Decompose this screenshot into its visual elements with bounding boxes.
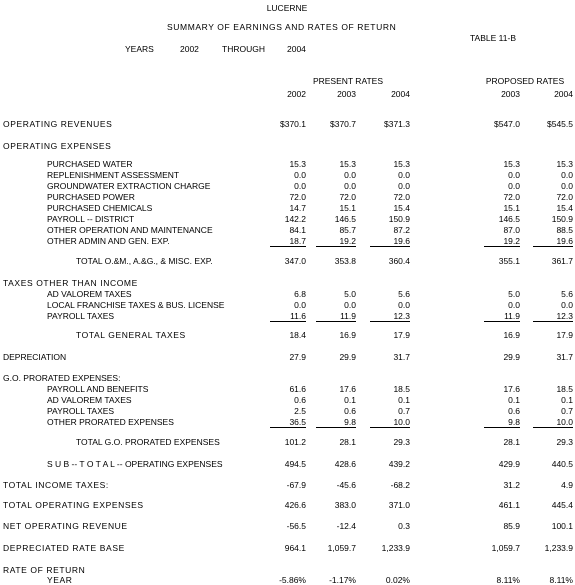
row-value: 0.0 bbox=[344, 181, 356, 191]
row-value: 0.0 bbox=[561, 300, 573, 310]
row-label: TOTAL INCOME TAXES: bbox=[3, 480, 109, 490]
row-value: 29.9 bbox=[339, 352, 356, 362]
total-rule bbox=[484, 246, 520, 247]
row-value: 0.6 bbox=[344, 406, 356, 416]
row-value: 5.6 bbox=[398, 289, 410, 299]
year-to: 2004 bbox=[287, 44, 306, 54]
row-value: 6.8 bbox=[294, 289, 306, 299]
total-rule bbox=[316, 246, 356, 247]
row-value: $545.5 bbox=[547, 119, 573, 129]
row-value: 150.9 bbox=[551, 214, 573, 224]
row-value: 494.5 bbox=[284, 459, 306, 469]
row-value: 0.0 bbox=[398, 181, 410, 191]
total-rule bbox=[316, 427, 356, 428]
row-value: 8.11% bbox=[496, 575, 520, 585]
row-value: 11.6 bbox=[290, 311, 306, 321]
report-subtitle: SUMMARY OF EARNINGS AND RATES OF RETURN bbox=[167, 22, 397, 32]
row-value: 31.7 bbox=[393, 352, 410, 362]
row-value: 29.9 bbox=[503, 352, 520, 362]
row-value: 461.1 bbox=[498, 500, 520, 510]
row-value: 15.3 bbox=[556, 159, 573, 169]
row-label: G.O. PRORATED EXPENSES: bbox=[3, 373, 121, 383]
row-label: PAYROLL AND BENEFITS bbox=[47, 384, 149, 394]
row-label: GROUNDWATER EXTRACTION CHARGE bbox=[47, 181, 211, 191]
total-rule bbox=[270, 427, 306, 428]
row-label: DEPRECIATED RATE BASE bbox=[3, 543, 125, 553]
row-value: 19.6 bbox=[393, 236, 410, 246]
row-value: 0.0 bbox=[398, 300, 410, 310]
row-value: 440.5 bbox=[551, 459, 573, 469]
row-value: 15.3 bbox=[503, 159, 520, 169]
row-value: $370.1 bbox=[280, 119, 306, 129]
row-value: 9.8 bbox=[508, 417, 520, 427]
row-label: PURCHASED WATER bbox=[47, 159, 133, 169]
row-label: LOCAL FRANCHISE TAXES & BUS. LICENSE bbox=[47, 300, 225, 310]
col-proposed-year-2004: 2004 bbox=[554, 89, 573, 99]
row-label: PAYROLL TAXES bbox=[47, 311, 115, 321]
row-value: 15.4 bbox=[393, 203, 410, 213]
row-value: 0.6 bbox=[508, 406, 520, 416]
row-label: TOTAL GENERAL TAXES bbox=[76, 330, 186, 340]
row-value: 1,233.9 bbox=[381, 543, 410, 553]
row-value: 36.5 bbox=[289, 417, 306, 427]
row-label: TAXES OTHER THAN INCOME bbox=[3, 278, 138, 288]
row-value: 0.0 bbox=[294, 170, 306, 180]
row-value: -56.5 bbox=[286, 521, 306, 531]
row-value: 28.1 bbox=[339, 437, 356, 447]
row-value: -12.4 bbox=[336, 521, 356, 531]
total-rule bbox=[370, 427, 410, 428]
row-value: 10.0 bbox=[556, 417, 573, 427]
row-value: 0.0 bbox=[398, 170, 410, 180]
row-label: TOTAL O.&M., A.&G., & MISC. EXP. bbox=[76, 256, 213, 266]
row-value: 12.3 bbox=[556, 311, 573, 321]
row-value: 142.2 bbox=[284, 214, 306, 224]
row-label: YEAR bbox=[47, 575, 73, 585]
years-label: YEARS bbox=[125, 44, 154, 54]
row-label: OTHER ADMIN AND GEN. EXP. bbox=[47, 236, 170, 246]
row-value: -68.2 bbox=[390, 480, 410, 490]
row-label: PURCHASED CHEMICALS bbox=[47, 203, 153, 213]
row-value: 19.2 bbox=[503, 236, 520, 246]
row-label: PAYROLL -- DISTRICT bbox=[47, 214, 135, 224]
row-value: 28.1 bbox=[503, 437, 520, 447]
row-value: 428.6 bbox=[334, 459, 356, 469]
row-value: 9.8 bbox=[344, 417, 356, 427]
row-label: OPERATING REVENUES bbox=[3, 119, 113, 129]
row-value: 1,233.9 bbox=[544, 543, 573, 553]
row-value: 0.7 bbox=[398, 406, 410, 416]
row-value: 4.9 bbox=[561, 480, 573, 490]
row-value: 0.0 bbox=[561, 170, 573, 180]
row-value: 360.4 bbox=[388, 256, 410, 266]
row-value: 353.8 bbox=[334, 256, 356, 266]
row-value: 2.5 bbox=[294, 406, 306, 416]
year-from: 2002 bbox=[180, 44, 199, 54]
proposed-rates-header: PROPOSED RATES bbox=[485, 76, 565, 86]
row-value: 0.0 bbox=[294, 300, 306, 310]
total-rule bbox=[270, 246, 306, 247]
col-year-2004: 2004 bbox=[391, 89, 410, 99]
row-value: 29.3 bbox=[556, 437, 573, 447]
total-rule bbox=[533, 427, 573, 428]
row-value: 0.0 bbox=[294, 181, 306, 191]
row-value: 15.3 bbox=[289, 159, 306, 169]
row-value: 0.0 bbox=[344, 170, 356, 180]
row-value: $371.3 bbox=[384, 119, 410, 129]
row-value: 15.4 bbox=[556, 203, 573, 213]
row-value: 383.0 bbox=[334, 500, 356, 510]
row-value: 439.2 bbox=[388, 459, 410, 469]
total-rule bbox=[533, 246, 573, 247]
row-value: 0.0 bbox=[344, 300, 356, 310]
row-value: -5.86% bbox=[279, 575, 306, 585]
row-value: 15.3 bbox=[339, 159, 356, 169]
row-label: DEPRECIATION bbox=[3, 352, 67, 362]
row-value: 72.0 bbox=[503, 192, 520, 202]
row-value: -45.6 bbox=[336, 480, 356, 490]
row-value: 5.0 bbox=[508, 289, 520, 299]
row-value: 355.1 bbox=[498, 256, 520, 266]
row-value: 11.9 bbox=[504, 311, 520, 321]
row-value: -1.17% bbox=[329, 575, 356, 585]
total-rule bbox=[533, 321, 573, 322]
row-value: 100.1 bbox=[551, 521, 573, 531]
present-rates-header: PRESENT RATES bbox=[312, 76, 384, 86]
row-value: 0.3 bbox=[398, 521, 410, 531]
col-proposed-year-2003: 2003 bbox=[501, 89, 520, 99]
col-year-2003: 2003 bbox=[337, 89, 356, 99]
row-label: AD VALOREM TAXES bbox=[47, 395, 132, 405]
row-value: 15.3 bbox=[393, 159, 410, 169]
row-value: 0.1 bbox=[344, 395, 356, 405]
row-value: -67.9 bbox=[286, 480, 306, 490]
row-value: 87.2 bbox=[393, 225, 410, 235]
total-rule bbox=[370, 246, 410, 247]
row-value: 347.0 bbox=[284, 256, 306, 266]
row-value: 31.2 bbox=[503, 480, 520, 490]
row-label: S U B -- T O T A L -- OPERATING EXPENSES bbox=[47, 459, 223, 469]
row-value: 361.7 bbox=[551, 256, 573, 266]
row-value: 17.9 bbox=[556, 330, 573, 340]
row-label: OPERATING EXPENSES bbox=[3, 141, 112, 151]
row-value: 1,059.7 bbox=[327, 543, 356, 553]
row-value: 84.1 bbox=[289, 225, 306, 235]
row-value: 445.4 bbox=[551, 500, 573, 510]
row-value: 426.6 bbox=[284, 500, 306, 510]
row-value: 146.5 bbox=[498, 214, 520, 224]
row-label: REPLENISHMENT ASSESSMENT bbox=[47, 170, 180, 180]
total-rule bbox=[484, 427, 520, 428]
row-value: 72.0 bbox=[289, 192, 306, 202]
total-rule bbox=[270, 321, 306, 322]
row-value: 0.6 bbox=[294, 395, 306, 405]
row-value: 429.9 bbox=[498, 459, 520, 469]
row-value: 16.9 bbox=[503, 330, 520, 340]
through-label: THROUGH bbox=[222, 44, 265, 54]
row-value: 72.0 bbox=[339, 192, 356, 202]
row-value: 19.2 bbox=[339, 236, 356, 246]
row-value: 15.1 bbox=[339, 203, 356, 213]
row-value: 0.1 bbox=[398, 395, 410, 405]
row-value: 15.1 bbox=[503, 203, 520, 213]
row-value: 14.7 bbox=[289, 203, 306, 213]
total-rule bbox=[316, 321, 356, 322]
row-value: 85.7 bbox=[339, 225, 356, 235]
row-value: 29.3 bbox=[393, 437, 410, 447]
row-value: 72.0 bbox=[393, 192, 410, 202]
row-label: RATE OF RETURN bbox=[3, 565, 86, 575]
row-label: OTHER PRORATED EXPENSES bbox=[47, 417, 174, 427]
row-label: TOTAL G.O. PRORATED EXPENSES bbox=[76, 437, 220, 447]
row-label: OTHER OPERATION AND MAINTENANCE bbox=[47, 225, 213, 235]
row-value: 371.0 bbox=[388, 500, 410, 510]
row-label: TOTAL OPERATING EXPENSES bbox=[3, 500, 144, 510]
total-rule bbox=[484, 321, 520, 322]
row-value: 18.5 bbox=[556, 384, 573, 394]
row-value: 61.6 bbox=[289, 384, 306, 394]
row-value: 88.5 bbox=[556, 225, 573, 235]
row-label: PAYROLL TAXES bbox=[47, 406, 115, 416]
total-rule bbox=[370, 321, 410, 322]
row-value: 0.0 bbox=[508, 181, 520, 191]
row-value: 0.7 bbox=[561, 406, 573, 416]
row-value: 10.0 bbox=[393, 417, 410, 427]
row-value: 16.9 bbox=[339, 330, 356, 340]
row-value: 31.7 bbox=[556, 352, 573, 362]
report-title: LUCERNE bbox=[266, 3, 308, 13]
row-value: 964.1 bbox=[284, 543, 306, 553]
row-value: 150.9 bbox=[388, 214, 410, 224]
row-value: 8.11% bbox=[549, 575, 573, 585]
row-value: 18.5 bbox=[393, 384, 410, 394]
row-value: 18.4 bbox=[289, 330, 306, 340]
row-value: 12.3 bbox=[393, 311, 410, 321]
row-label: NET OPERATING REVENUE bbox=[3, 521, 128, 531]
row-value: 0.1 bbox=[561, 395, 573, 405]
row-value: 72.0 bbox=[556, 192, 573, 202]
row-value: 17.6 bbox=[503, 384, 520, 394]
row-value: 17.6 bbox=[339, 384, 356, 394]
row-label: PURCHASED POWER bbox=[47, 192, 135, 202]
row-value: 11.9 bbox=[340, 311, 356, 321]
row-value: 146.5 bbox=[334, 214, 356, 224]
row-value: 85.9 bbox=[503, 521, 520, 531]
row-value: 18.7 bbox=[289, 236, 306, 246]
row-value: 5.6 bbox=[561, 289, 573, 299]
table-label: TABLE 11-B bbox=[470, 33, 516, 43]
row-value: 17.9 bbox=[393, 330, 410, 340]
row-value: 0.0 bbox=[508, 300, 520, 310]
row-value: 0.1 bbox=[508, 395, 520, 405]
row-value: 19.6 bbox=[556, 236, 573, 246]
row-value: 87.0 bbox=[503, 225, 520, 235]
row-value: 1,059.7 bbox=[491, 543, 520, 553]
row-label: AD VALOREM TAXES bbox=[47, 289, 132, 299]
row-value: $370.7 bbox=[330, 119, 356, 129]
row-value: 0.02% bbox=[385, 575, 410, 585]
row-value: $547.0 bbox=[494, 119, 520, 129]
row-value: 0.0 bbox=[561, 181, 573, 191]
row-value: 0.0 bbox=[508, 170, 520, 180]
col-year-2002: 2002 bbox=[287, 89, 306, 99]
row-value: 5.0 bbox=[344, 289, 356, 299]
row-value: 27.9 bbox=[289, 352, 306, 362]
row-value: 101.2 bbox=[284, 437, 306, 447]
